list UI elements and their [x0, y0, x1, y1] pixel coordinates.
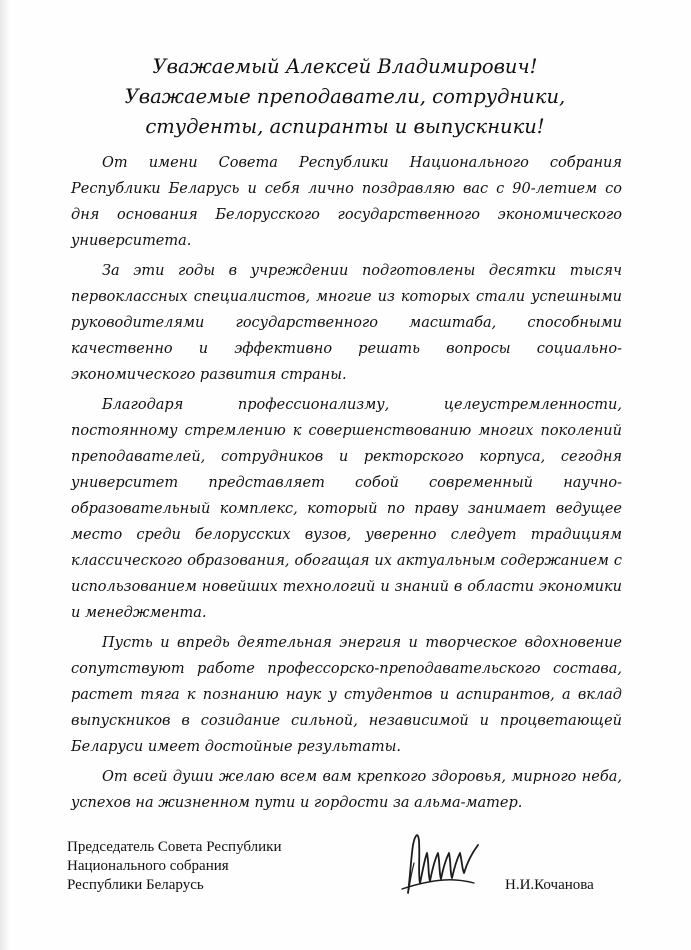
handwritten-signature: [394, 823, 489, 898]
signer-position-line-1: Председатель Совета Республики: [67, 839, 282, 855]
greeting-line-1: Уважаемый Алексей Владимирович!: [152, 55, 538, 78]
paragraph-achievements: Благодаря профессионализму, целеустремленности, постоянному стремлению к совершенствованию многих поколений преподавателей, сотрудников и ректорского корпуса, сегодня университет представляет собой современный научно-образовательный комплекс, который по праву занимает ведущее место среди белорусских вузов, уверенно следует традициям классического образования, обогащая их актуальным содержанием с использованием новейших технологий и знаний в области экономики и менеджмента.: [71, 397, 622, 621]
letter-body: [71, 150, 622, 820]
signature-block: [67, 838, 627, 898]
paragraph-closing: От всей души желаю всем вам крепкого здоровья, мирного неба, успехов на жизненном пути и гордости за альма-матер.: [71, 769, 622, 811]
page-edge-shadow: [0, 0, 10, 950]
paragraph-specialists: За эти годы в учреждении подготовлены десятки тысяч первоклассных специалистов, многие из которых стали успешными руководителями государственного масштаба, способными качественно и эффективно решать вопросы социально-экономического развития страны.: [71, 263, 622, 383]
signer-position: [67, 838, 281, 895]
signer-position-line-2: Национального собрания: [67, 858, 229, 874]
greeting-line-3: студенты, аспиранты и выпускники!: [145, 115, 545, 138]
signer-name: Н.И.Кочанова: [505, 877, 594, 893]
greeting-line-2: Уважаемые преподаватели, сотрудники,: [124, 85, 566, 108]
greeting-block: [60, 52, 630, 142]
paragraph-congratulation: От имени Совета Республики Национального собрания Республики Беларусь и себя лично поздравляю вас с 90-летием со дня основания Белорусского государственного экономического университета.: [71, 155, 622, 249]
paragraph-wishes: Пусть и впредь деятельная энергия и творческое вдохновение сопутствуют работе профессорско-преподавательского состава, растет тяга к познанию наук у студентов и аспирантов, а вклад выпускников в созидание сильной, независимой и процветающей Беларуси имеет достойные результаты.: [71, 635, 622, 755]
signer-position-line-3: Республики Беларусь: [67, 877, 204, 893]
